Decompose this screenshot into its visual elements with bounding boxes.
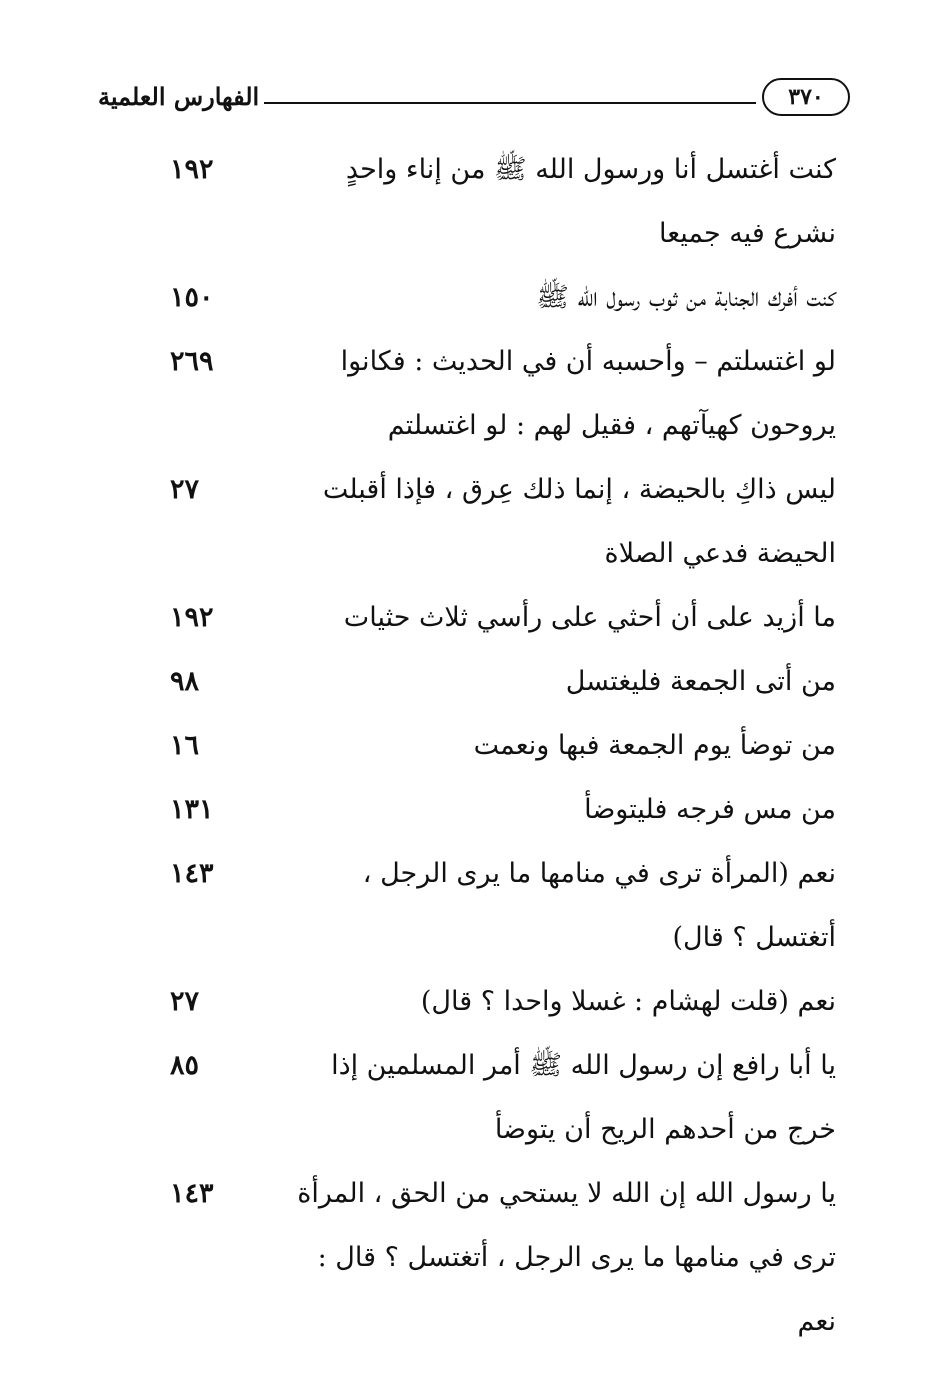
index-entry (150, 778, 850, 842)
index-entry (150, 1162, 850, 1337)
index-entry (150, 586, 850, 650)
hadith-text: من توضأ يوم الجمعة فبها ونعمت (473, 730, 836, 761)
page-reference: ١٦ (170, 730, 200, 761)
index-entry (150, 1034, 850, 1162)
page-reference: ١٩٢ (170, 154, 214, 185)
page-reference: ١٣١ (170, 794, 214, 825)
section-title: الفهارس العلمية (98, 82, 260, 111)
hadith-text: كنت أغتسل أنا ورسول الله ﷺ من إناء واحدٍ نشرع فيه جميعا (345, 154, 836, 249)
hadith-text: يا رسول الله إن الله لا يستحي من الحق ، المرأة ترى في منامها ما يرى الرجل ، أتغتسل ؟ قال : نعم (297, 1178, 836, 1337)
hadith-text: يا أبا رافع إن رسول الله ﷺ أمر المسلمين إذا خرج من أحدهم الريح أن يتوضأ (331, 1050, 836, 1145)
hadith-text: ليس ذاكِ بالحيضة ، إنما ذلك عِرق ، فإذا أقبلت الحيضة فدعي الصلاة (322, 474, 836, 569)
page-reference: ١٩٢ (170, 602, 214, 633)
page-reference: ٢٦٩ (170, 346, 214, 377)
page-reference: ٨٥ (170, 1050, 200, 1081)
index-entry (150, 842, 850, 970)
running-header (98, 78, 858, 122)
hadith-text: من مس فرجه فليتوضأ (584, 794, 836, 825)
hadith-text: نعم (قلت لهشام : غسلا واحدا ؟ قال) (420, 986, 836, 1017)
hadith-text: كنت أفرك الجنابة من ثوب رسول الله ﷺ (536, 282, 836, 313)
page-reference: ١٤٣ (170, 858, 214, 889)
page-reference: ١٥٠ (170, 282, 214, 313)
page-reference: ٢٧ (170, 474, 200, 505)
index-entry (150, 714, 850, 778)
hadith-text: لو اغتسلتم – وأحسبه أن في الحديث : فكانوا يروحون كهيآتهم ، فقيل لهم : لو اغتسلتم (340, 346, 836, 441)
hadith-text: من أتى الجمعة فليغتسل (565, 666, 836, 697)
index-entry (150, 650, 850, 714)
page-reference: ٩٨ (170, 666, 200, 697)
page-reference: ١٤٣ (170, 1178, 214, 1209)
hadith-index-list (150, 138, 850, 1337)
index-entry (150, 266, 850, 330)
header-rule (264, 102, 756, 104)
index-entry (150, 458, 850, 586)
hadith-text: نعم (المرأة ترى في منامها ما يرى الرجل ، أتغتسل ؟ قال) (362, 858, 836, 953)
index-entry (150, 970, 850, 1034)
index-entry (150, 138, 850, 266)
page-number-badge: ٣٧٠ (762, 78, 850, 116)
hadith-text: ما أزيد على أن أحثي على رأسي ثلاث حثيات (343, 602, 836, 633)
page-reference: ٢٧ (170, 986, 200, 1017)
index-entry (150, 330, 850, 458)
